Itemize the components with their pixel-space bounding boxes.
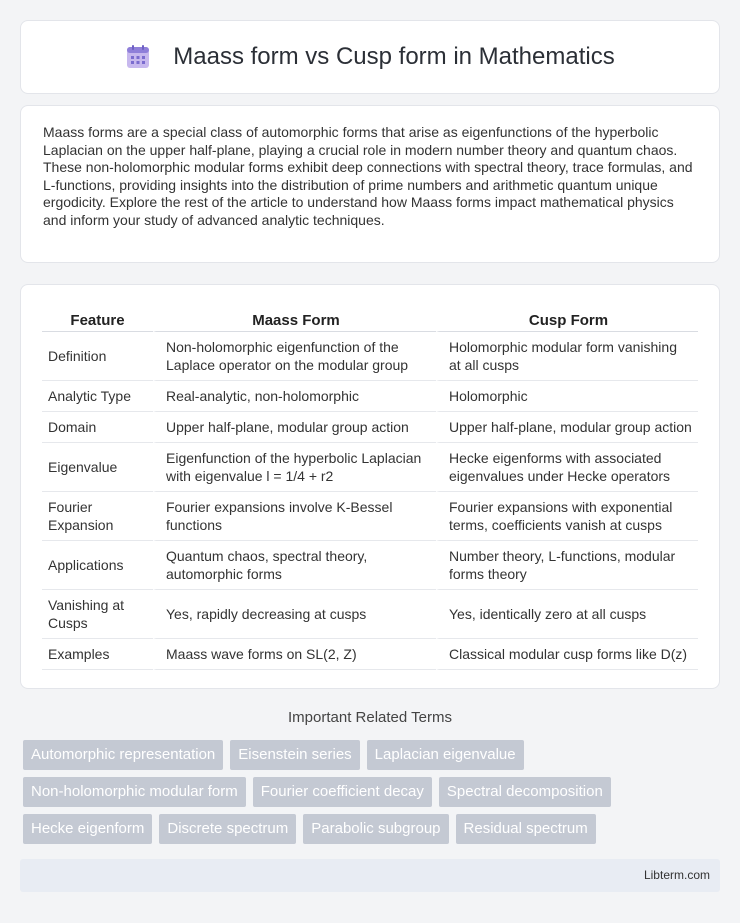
tag-hecke-eigenform[interactable]: Hecke eigenform: [23, 814, 152, 844]
footer: [20, 859, 720, 892]
table-row: [42, 332, 698, 381]
tag-eisenstein-series[interactable]: Eisenstein series: [230, 740, 359, 770]
table-row: [42, 639, 698, 670]
row-feature: Examples: [42, 639, 153, 670]
header-cusp-form: Cusp Form: [436, 305, 698, 332]
table-row: [42, 443, 698, 492]
row-feature: Vanishing at Cusps: [42, 590, 153, 639]
table-row: [42, 541, 698, 590]
row-feature: Fourier Expansion: [42, 492, 153, 541]
calendar-grid-icon: [125, 44, 151, 70]
tag-row: [23, 814, 723, 844]
footer-site-link[interactable]: Libterm.com: [643, 868, 710, 882]
row-feature: Analytic Type: [42, 381, 153, 412]
row-maass: Eigenfunction of the hyperbolic Laplacian with eigenvalue l = 1/4 + r2: [153, 443, 436, 492]
tag-residual-spectrum[interactable]: Residual spectrum: [456, 814, 596, 844]
tag-laplacian-eigenvalue[interactable]: Laplacian eigenvalue: [367, 740, 524, 770]
row-maass: Maass wave forms on SL(2, Z): [153, 639, 436, 670]
row-cusp: Yes, identically zero at all cusps: [436, 590, 698, 639]
row-cusp: Holomorphic: [436, 381, 698, 412]
tag-parabolic-subgroup[interactable]: Parabolic subgroup: [303, 814, 448, 844]
tag-discrete-spectrum[interactable]: Discrete spectrum: [159, 814, 296, 844]
comparison-table-card: [20, 284, 720, 689]
intro-card: [20, 105, 720, 263]
row-maass: Yes, rapidly decreasing at cusps: [153, 590, 436, 639]
intro-text: Maass forms are a special class of automorphic forms that arise as eigenfunctions of the hyperbolic Laplacian on the upper half-plane, playing a crucial role in modern number theory and quantum chaos. These non-holomorphic modular forms exhibit deep connections with spectral theory, trace formulas, and L-functions, providing insights into the distribution of prime numbers and arithmetic quantum unique ergodicity. Explore the rest of the article to understand how Maass forms impact mathematical physics and inform your study of advanced analytic techniques.: [43, 124, 693, 228]
tag-non-holomorphic-modular-form[interactable]: Non-holomorphic modular form: [23, 777, 246, 807]
related-terms-heading: Important Related Terms: [288, 709, 452, 726]
header-feature: Feature: [42, 305, 153, 332]
row-maass: Upper half-plane, modular group action: [153, 412, 436, 443]
related-terms-list: [23, 740, 723, 851]
row-feature: Definition: [42, 332, 153, 381]
row-maass: Quantum chaos, spectral theory, automorphic forms: [153, 541, 436, 590]
header-maass-form: Maass Form: [153, 305, 436, 332]
table-row: [42, 492, 698, 541]
table-row: [42, 412, 698, 443]
row-maass: Real-analytic, non-holomorphic: [153, 381, 436, 412]
row-cusp: Holomorphic modular form vanishing at all cusps: [436, 332, 698, 381]
row-feature: Applications: [42, 541, 153, 590]
title-card: [20, 20, 720, 94]
row-cusp: Classical modular cusp forms like D(z): [436, 639, 698, 670]
row-cusp: Upper half-plane, modular group action: [436, 412, 698, 443]
row-cusp: Hecke eigenforms with associated eigenvalues under Hecke operators: [436, 443, 698, 492]
row-maass: Non-holomorphic eigenfunction of the Laplace operator on the modular group: [153, 332, 436, 381]
tag-automorphic-representation[interactable]: Automorphic representation: [23, 740, 223, 770]
row-cusp: Number theory, L-functions, modular forms theory: [436, 541, 698, 590]
row-maass: Fourier expansions involve K-Bessel functions: [153, 492, 436, 541]
tag-row: [23, 777, 723, 807]
table-row: [42, 381, 698, 412]
comparison-table: [42, 305, 698, 670]
table-row: [42, 590, 698, 639]
tag-fourier-coefficient-decay[interactable]: Fourier coefficient decay: [253, 777, 432, 807]
tag-spectral-decomposition[interactable]: Spectral decomposition: [439, 777, 611, 807]
tag-row: [23, 740, 723, 770]
row-cusp: Fourier expansions with exponential terms, coefficients vanish at cusps: [436, 492, 698, 541]
page-title: Maass form vs Cusp form in Mathematics: [173, 43, 615, 70]
table-header-row: [42, 305, 698, 332]
row-feature: Domain: [42, 412, 153, 443]
row-feature: Eigenvalue: [42, 443, 153, 492]
